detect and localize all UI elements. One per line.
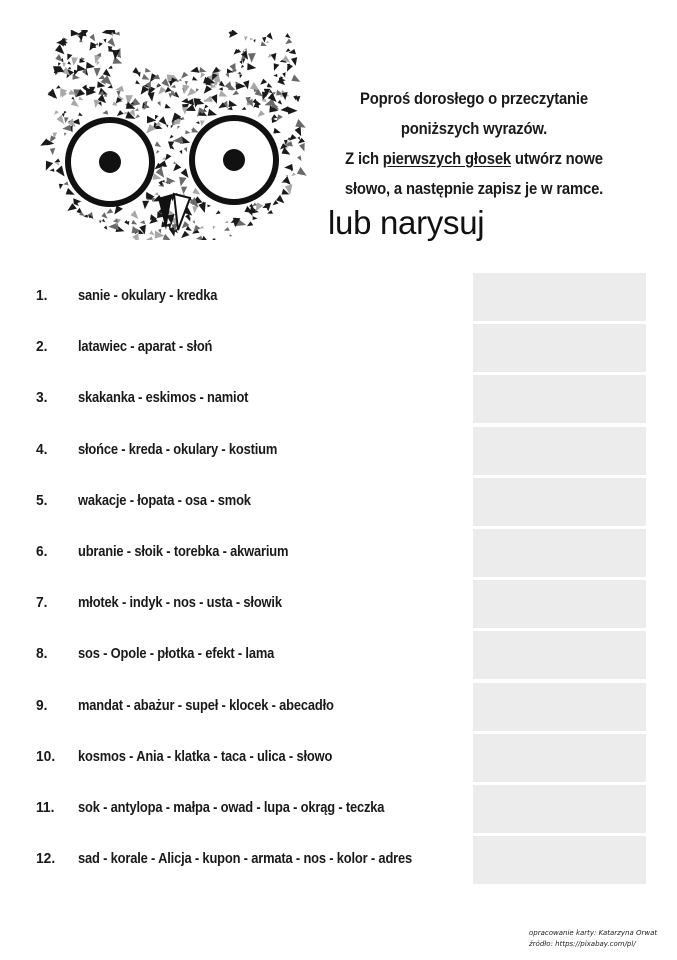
exercise-row [0, 324, 677, 373]
credits-author: opracowanie karty: Katarzyna Orwat [529, 929, 658, 937]
instructions-text [328, 84, 620, 204]
exercise-row [0, 427, 677, 476]
exercise-words: słońce - kreda - okulary - kostium [78, 441, 278, 458]
exercise-words: młotek - indyk - nos - usta - słowik [78, 594, 282, 611]
underlined-phrase: pierwszych głosek [382, 150, 511, 168]
answer-box[interactable] [473, 529, 646, 577]
exercise-row [0, 273, 677, 322]
exercise-row [0, 683, 677, 732]
exercise-number: 6. [36, 543, 48, 560]
exercise-words: skakanka - eskimos - namiot [78, 389, 249, 406]
answer-box[interactable] [473, 785, 646, 833]
answer-box[interactable] [473, 580, 646, 628]
exercise-row [0, 580, 677, 629]
handwritten-note: lub narysuj [328, 204, 485, 241]
exercise-number: 2. [36, 338, 48, 355]
instructions-line-3 [328, 144, 620, 174]
exercise-number: 7. [36, 594, 48, 611]
exercise-number: 8. [36, 645, 48, 662]
exercise-row [0, 836, 677, 885]
instructions-line-3-start: Z ich [345, 150, 383, 168]
exercise-words: kosmos - Ania - klatka - taca - ulica - słowo [78, 748, 333, 765]
credits [529, 928, 657, 950]
exercise-number: 9. [36, 697, 48, 714]
exercise-row [0, 734, 677, 783]
answer-box[interactable] [473, 478, 646, 526]
exercise-words: sad - korale - Alicja - kupon - armata - nos - kolor - adres [78, 850, 413, 867]
answer-box[interactable] [473, 427, 646, 475]
instructions-line-2: poniższych wyrazów. [400, 120, 548, 138]
exercise-row [0, 375, 677, 424]
answer-box[interactable] [473, 734, 646, 782]
exercise-number: 4. [36, 441, 48, 458]
answer-box[interactable] [473, 273, 646, 321]
instructions-line-3-end: utwórz nowe [510, 150, 603, 168]
exercise-words: ubranie - słoik - torebka - akwarium [78, 543, 289, 560]
exercise-words: sanie - okulary - kredka [78, 287, 218, 304]
answer-box[interactable] [473, 375, 646, 423]
exercise-number: 11. [36, 799, 55, 816]
exercise-number: 1. [36, 287, 48, 304]
exercise-words: sos - Opole - płotka - efekt - lama [78, 645, 275, 662]
exercise-number: 5. [36, 492, 48, 509]
credits-source: źródło: https://pixabay.com/pl/ [529, 940, 636, 948]
exercise-words: latawiec - aparat - słoń [78, 338, 213, 355]
exercise-number: 12. [36, 850, 56, 867]
exercise-row [0, 785, 677, 834]
owl-illustration-icon [40, 30, 310, 240]
exercise-number: 10. [36, 748, 56, 765]
instructions-line-1: Poproś dorosłego o przeczytanie [360, 90, 588, 108]
exercise-row [0, 631, 677, 680]
exercise-number: 3. [36, 389, 48, 406]
answer-box[interactable] [473, 683, 646, 731]
answer-box[interactable] [473, 836, 646, 884]
exercise-words: wakacje - łopata - osa - smok [78, 492, 251, 509]
exercise-words: mandat - abażur - supeł - klocek - abecadło [78, 697, 334, 714]
exercise-words: sok - antylopa - małpa - owad - lupa - okrąg - teczka [78, 799, 385, 816]
exercise-row [0, 478, 677, 527]
answer-box[interactable] [473, 631, 646, 679]
exercise-row [0, 529, 677, 578]
instructions-line-4: słowo, a następnie zapisz je w ramce. [344, 180, 604, 198]
answer-box[interactable] [473, 324, 646, 372]
